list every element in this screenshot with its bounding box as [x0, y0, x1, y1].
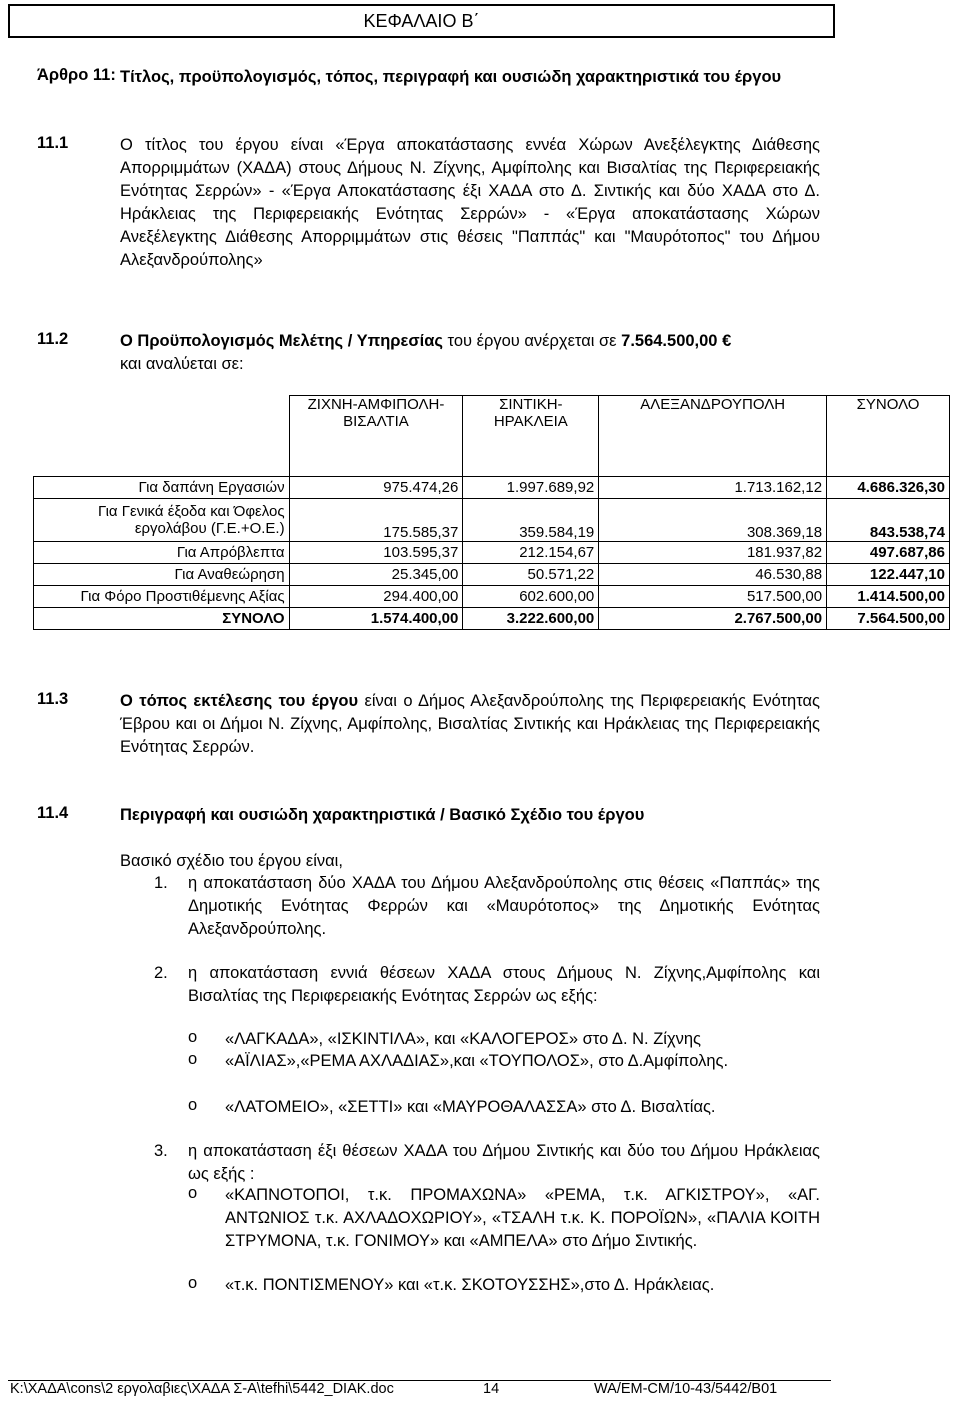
list-item: «ΛΑΤΟΜΕΙΟ», «ΣΕΤΤΙ» και «ΜΑΥΡΟΘΑΛΑΣΣΑ» στο Δ. Βισαλτίας. — [225, 1098, 716, 1116]
cell-value: 212.154,67 — [463, 542, 599, 564]
section-number: 11.3 — [37, 690, 69, 708]
chapter-title: ΚΕΦΑΛΑΙΟ Β΄ — [8, 4, 835, 38]
table-row — [34, 586, 950, 608]
cell-value: 46.530,88 — [599, 564, 827, 586]
row-total: 497.687,86 — [827, 542, 950, 564]
location-heading: Ο τόπος εκτέλεσης του έργου — [120, 692, 359, 710]
section-11-3-text — [120, 690, 820, 759]
cell-value: 50.571,22 — [463, 564, 599, 586]
bullet-icon: o — [188, 1096, 198, 1114]
section-11-1-text — [120, 134, 820, 272]
cell-value: 308.369,18 — [599, 499, 827, 542]
cell-value: 3.222.600,00 — [463, 608, 599, 630]
list-item-text: η αποκατάσταση δύο ΧΑΔΑ του Δήμου Αλεξανδρούπολης στις θέσεις «Παππάς» της Δημοτικής Ενότητας Φερρών και «Μαυρότοπος» της Δημοτικής Ενότητας Αλεξανδρούπολης. — [188, 874, 820, 938]
article-number: Άρθρο 11: — [37, 66, 116, 84]
article-title: Τίτλος, προϋπολογισμός, τόπος, περιγραφή και ουσιώδη χαρακτηριστικά του έργου — [120, 68, 782, 86]
budget-amount: 7.564.500,00 — [621, 332, 718, 350]
row-label: ΣΥΝΟΛΟ — [34, 608, 290, 630]
table-row — [34, 564, 950, 586]
list-number: 2. — [154, 964, 168, 982]
description-heading-text: Περιγραφή και ουσιώδη χαρακτηριστικά / Βασικό Σχέδιο του έργου — [120, 806, 645, 824]
column-header: ΣΙΝΤΙΚΗ-ΗΡΑΚΛΕΙΑ — [463, 396, 599, 477]
list-item: «τ.κ. ΠΟΝΤΙΣΜΕΝΟΥ» και «τ.κ. ΣΚΟΤΟΥΣΣΗΣ»,στο Δ. Ηράκλειας. — [225, 1276, 715, 1294]
list-item: «ΑΪΛΙΑΣ»,«ΡΕΜΑ ΑΧΛΑΔΙΑΣ»,και «ΤΟΥΠΟΛΟΣ», στο Δ.Αμφίπολης. — [225, 1052, 729, 1070]
table-row — [34, 499, 950, 542]
cell-value: 517.500,00 — [599, 586, 827, 608]
row-label: Για Αναθεώρηση — [34, 564, 290, 586]
list-item-text: η αποκατάσταση εννιά θέσεων ΧΑΔΑ στους Δήμους Ν. Ζίχνης,Αμφίπολης και Βισαλτίας της Περιφερειακής Ενότητας Σερρών ως εξής: — [188, 964, 820, 1005]
bullet-icon: o — [188, 1050, 198, 1068]
cell-value: 1.574.400,00 — [289, 608, 463, 630]
bullet-icon: o — [188, 1028, 198, 1046]
budget-line2: και αναλύεται σε: — [120, 355, 244, 373]
cell-value: 181.937,82 — [599, 542, 827, 564]
cell-value: 975.474,26 — [289, 477, 463, 499]
description-intro: Βασικό σχέδιο του έργου είναι, — [120, 852, 343, 870]
cell-value: 25.345,00 — [289, 564, 463, 586]
list-item: «ΚΑΠΝΟΤΟΠΟΙ, τ.κ. ΠΡΟΜΑΧΩΝΑ» «ΡΕΜΑ, τ.κ. ΑΓΚΙΣΤΡΟΥ», «ΑΓ. ΑΝΤΩΝΙΟΣ τ.κ. ΑΧΛΑΔΟΧΩΡΙΟΥ», «ΤΣΑΛΗ τ.κ. Κ. ΠΟΡΟΪΩΝ», «ΠΑΛΙΑ ΚΟΙΤΗ ΣΤΡΥΜΟΝΑ, τ.κ. ΓΟΝΙΜΟΥ» και «ΑΜΠΕΛΑ» στο Δήμο Σιντικής. — [225, 1186, 820, 1250]
cell-value: 1.997.689,92 — [463, 477, 599, 499]
row-total: 122.447,10 — [827, 564, 950, 586]
cell-value: 103.595,37 — [289, 542, 463, 564]
list-number: 3. — [154, 1142, 168, 1160]
cell-value: 1.713.162,12 — [599, 477, 827, 499]
cell-value: 359.584,19 — [463, 499, 599, 542]
table-row — [34, 542, 950, 564]
euro-icon: € — [722, 332, 732, 350]
budget-text: του έργου ανέρχεται σε — [442, 332, 622, 350]
table-sum-row — [34, 608, 950, 630]
section-number: 11.1 — [37, 134, 69, 152]
row-total: 4.686.326,30 — [827, 477, 950, 499]
table-header-row — [34, 396, 950, 477]
location-text: είναι ο Δήμος Αλεξανδρούπολης της Περιφερειακής Ενότητας Έβρου και οι Δήμοι Ν. Ζίχνης, Αμφίπολης, Βισαλτίας Σιντικής και Ηράκλειας της Περιφερειακής Ενότητας Σερρών. — [120, 692, 820, 756]
table-row — [34, 477, 950, 499]
section-11-2-text — [120, 330, 820, 376]
list-item: «ΛΑΓΚΑΔΑ», «ΙΣΚΙΝΤΙΛΑ», και «ΚΑΛΟΓΕΡΟΣ» στο Δ. Ν. Ζίχνης — [225, 1030, 701, 1048]
column-header: ΖΙΧΝΗ-ΑΜΦΙΠΟΛΗ-ΒΙΣΑΛΤΙΑ — [289, 396, 463, 477]
cell-value: 2.767.500,00 — [599, 608, 827, 630]
section-lead-text: Ο τίτλος του έργου είναι — [120, 136, 336, 154]
section-number: 11.4 — [37, 804, 69, 822]
grand-total: 7.564.500,00 — [827, 608, 950, 630]
column-header: ΣΥΝΟΛΟ — [827, 396, 950, 477]
page-number: 14 — [483, 1381, 500, 1397]
bullet-icon: o — [188, 1274, 198, 1292]
row-label: Για Απρόβλεπτα — [34, 542, 290, 564]
list-number: 1. — [154, 874, 168, 892]
bullet-icon: o — [188, 1184, 198, 1202]
footer-path: K:\ΧΑΔΑ\cons\2 εργολαβιες\ΧΑΔΑ Σ-Α\tefhi\5442_DIAK.doc — [10, 1381, 394, 1397]
empty-header-cell — [34, 396, 290, 477]
row-total: 1.414.500,00 — [827, 586, 950, 608]
row-label: Για Φόρο Προστιθέμενης Αξίας — [34, 586, 290, 608]
row-label: Για Γενικά έξοδα και Όφελος εργολάβου (Γ.Ε.+Ο.Ε.) — [34, 499, 290, 542]
budget-table — [33, 395, 950, 630]
budget-heading: Ο Προϋπολογισμός Μελέτης / Υπηρεσίας — [120, 332, 443, 350]
document-code: WA/EM-CM/10-43/5442/B01 — [594, 1381, 778, 1397]
section-number: 11.2 — [37, 330, 69, 348]
cell-value: 602.600,00 — [463, 586, 599, 608]
cell-value: 175.585,37 — [289, 499, 463, 542]
list-item-text: η αποκατάσταση έξι θέσεων ΧΑΔΑ του Δήμου Σιντικής και δύο του Δήμου Ηράκλειας ως εξής : — [188, 1142, 820, 1183]
row-label: Για δαπάνη Εργασιών — [34, 477, 290, 499]
cell-value: 294.400,00 — [289, 586, 463, 608]
column-header: ΑΛΕΞΑΝΔΡΟΥΠΟΛΗ — [599, 396, 827, 477]
project-title: «Έργα αποκατάστασης εννέα Χώρων Ανεξέλεγκτης Διάθεσης Απορριμμάτων (ΧΑΔΑ) στους Δήμους Ν. Ζίχνης, Αμφίπολης και Βισαλτίας της Περιφερειακής Ενότητας Σερρών» - «Έργα Αποκατάστασης έξι ΧΑΔΑ στο Δ. Σιντικής και δύο ΧΑΔΑ στο Δ. Ηράκλειας της Περιφερειακής Ενότητας Σερρών» - «Έργα αποκατάστασης Χώρων Ανεξέλεγκτης Διάθεσης Απορριμμάτων στις θέσεις "Παππάς" και "Μαυρότοπος" του Δήμου Αλεξανδρούπολης» — [120, 136, 820, 269]
description-heading — [120, 804, 820, 827]
row-total: 843.538,74 — [827, 499, 950, 542]
